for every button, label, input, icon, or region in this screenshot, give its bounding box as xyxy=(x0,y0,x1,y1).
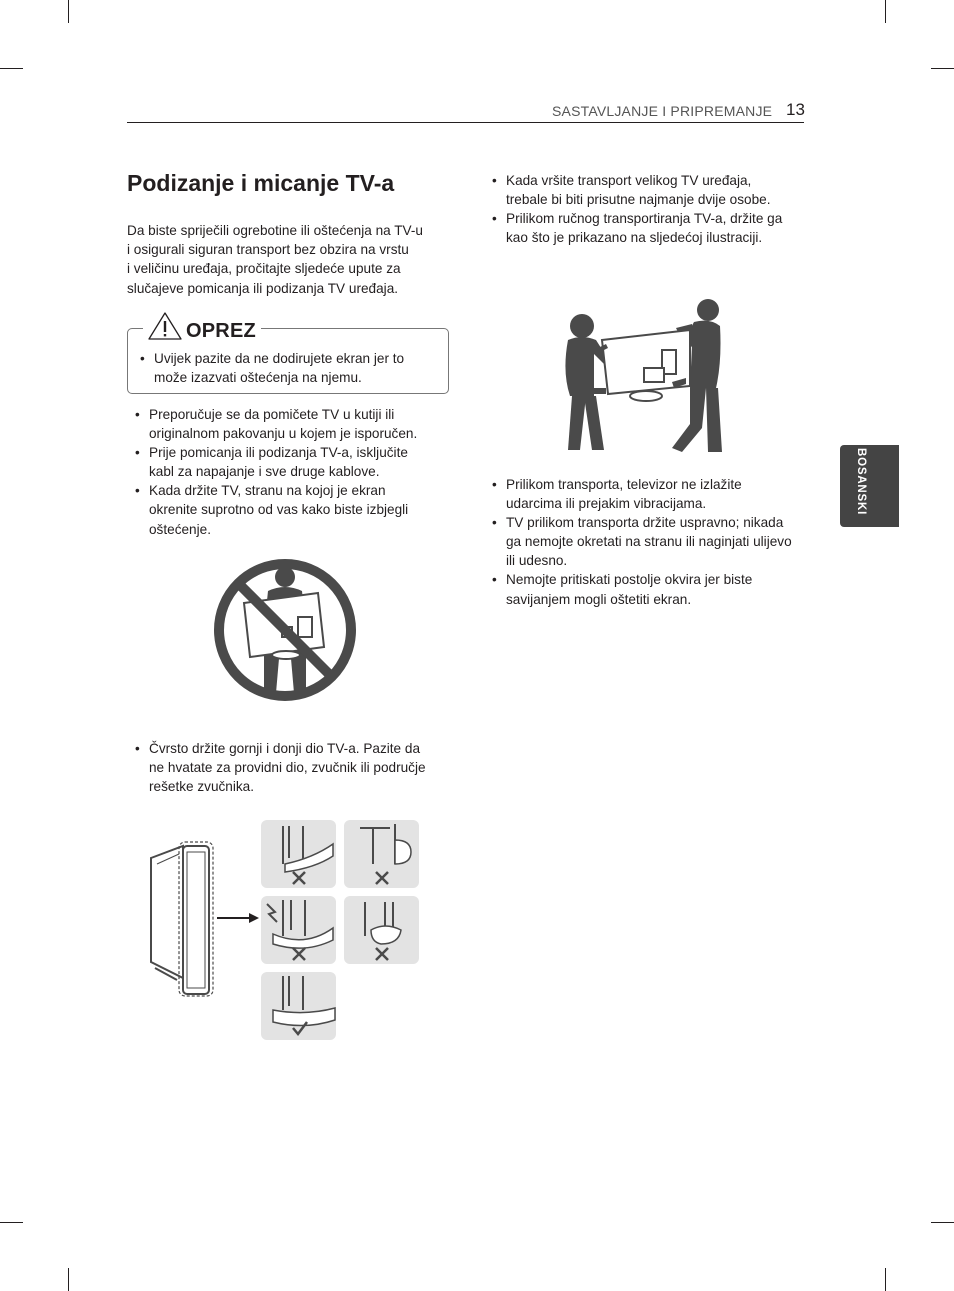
grip-panel-wrong xyxy=(344,820,419,888)
list-item: • Prilikom transporta, televizor ne izlažite udarcima ili prejakim vibracijama. xyxy=(492,475,792,513)
crop-mark xyxy=(885,0,886,23)
crop-mark xyxy=(68,1268,69,1291)
list-item: • TV prilikom transporta držite uspravno; nikada ga nemojte okretati na stranu ili naginjati ulijevo ili udesno. xyxy=(492,513,792,570)
crop-mark xyxy=(931,1222,954,1223)
page-number: 13 xyxy=(786,100,805,119)
language-tab-label: BOSANSKI xyxy=(855,448,867,516)
page-title: Podizanje i micanje TV-a xyxy=(127,170,395,196)
tv-side-view xyxy=(151,842,213,996)
crop-mark xyxy=(885,1268,886,1291)
language-tab xyxy=(840,445,899,527)
crop-mark xyxy=(68,0,69,23)
caution-title: OPREZ xyxy=(186,320,256,342)
list-item: • Kada držite TV, stranu na kojoj je ekran okrenite suprotno od vas kako biste izbjegli oštećenje. xyxy=(135,481,417,538)
crop-mark xyxy=(0,1222,23,1223)
caution-list xyxy=(140,349,404,387)
transport-list xyxy=(492,171,782,247)
list-item: • Nemojte pritiskati postolje okvira jer biste savijanjem mogli oštetiti ekran. xyxy=(492,570,792,608)
intro-line: i veličinu uređaja, pročitajte sljedeće upute za xyxy=(127,261,401,277)
grip-panel-wrong xyxy=(261,896,336,964)
intro-paragraph xyxy=(127,221,447,298)
handling-list xyxy=(135,405,417,539)
prohibited-carry-illustration xyxy=(210,555,360,705)
crop-mark xyxy=(0,68,23,69)
caution-item: • Uvijek pazite da ne dodirujete ekran jer to može izazvati oštećenja na njemu. xyxy=(140,349,404,387)
grip-positions-illustration xyxy=(145,818,425,1040)
grip-panel-correct xyxy=(261,972,336,1040)
header-divider xyxy=(127,122,804,123)
intro-line: i osigurali siguran transport bez obzira na vrstu xyxy=(127,242,409,258)
transport-care-list xyxy=(492,475,792,609)
intro-line: slučajeve pomicanja ili podizanja TV uređaja. xyxy=(127,280,399,296)
grip-panel-wrong xyxy=(261,820,336,888)
header-section-title: SASTAVLJANJE I PRIPREMANJE xyxy=(552,103,773,119)
two-person-carry-illustration xyxy=(560,292,730,452)
list-item: • Prilikom ručnog transportiranja TV-a, držite ga kao što je prikazano na sljedećoj ilustraciji. xyxy=(492,209,782,247)
caution-box xyxy=(127,320,449,394)
list-item: • Preporučuje se da pomičete TV u kutiji ili originalnom pakovanju u kojem je isporučen. xyxy=(135,405,417,443)
intro-line: Da biste spriječili ogrebotine ili oštećenja na TV-u xyxy=(127,223,423,238)
crop-mark xyxy=(931,68,954,69)
grip-list xyxy=(135,739,426,796)
grip-panel-wrong xyxy=(344,896,419,964)
list-item: • Kada vršite transport velikog TV uređaja, trebale bi biti prisutne najmanje dvije osobe. xyxy=(492,171,782,209)
warning-triangle-icon xyxy=(147,311,183,341)
caution-header xyxy=(143,311,261,341)
list-item: • Čvrsto držite gornji i donji dio TV-a. Pazite da ne hvatate za providni dio, zvučnik ili područje rešetke zvučnika. xyxy=(135,739,426,796)
list-item: • Prije pomicanja ili podizanja TV-a, isključite kabl za napajanje i sve druge kablove. xyxy=(135,443,417,481)
